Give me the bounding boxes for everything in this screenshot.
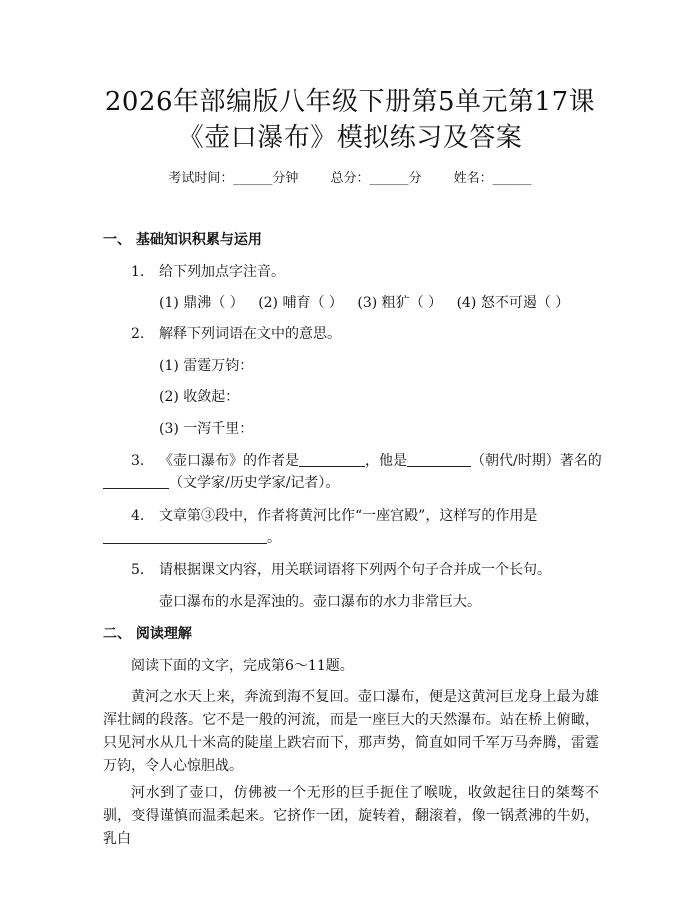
q4-answer-blank[interactable] <box>103 529 267 544</box>
q3-author-blank[interactable] <box>299 452 365 467</box>
section-heading-reading: 二、 阅读理解 <box>103 626 192 642</box>
question-number-1: 1. <box>131 264 145 280</box>
exam-info <box>0 170 700 188</box>
q1-item-1: (1) 鼎沸（ ） <box>159 295 244 311</box>
q2-item-2: (2) 收敛起： <box>159 389 240 405</box>
reading-intro: 阅读下面的文字，完成第6～11题。 <box>131 658 354 674</box>
question-4-answer-line <box>103 528 281 548</box>
student-name-field: 姓名：______ <box>453 171 532 186</box>
question-5-text: 请根据课文内容，用关联词语将下列两个句子合并成一个长句。 <box>159 562 551 578</box>
reading-paragraph-1: 黄河之水天上来，奔流到海不复回。壶口瀑布，便是这黄河巨龙身上最为雄浑壮阔的段落。它不是一般的河流，而是一座巨大的天然瀑布。站在桥上俯瞰，只见河水从几十米高的陡崖上跌宕而下，那声势，简直如同千军万马奔腾，雷霆万钧，令人心惊胆战。 <box>103 689 599 774</box>
question-number-3: 3. <box>131 453 145 469</box>
q3-part-c: （朝代/时期）著名的 <box>471 453 602 469</box>
question-3-line2 <box>103 473 339 493</box>
q2-item-1: (1) 雷霆万钧： <box>159 358 254 374</box>
q3-era-blank[interactable] <box>407 452 471 467</box>
document-title-line1: 2026年部编版八年级下册第5单元第17课 <box>104 87 596 117</box>
question-4-text: 文章第③段中，作者将黄河比作“一座宫殿”，这样写的作用是 <box>159 508 538 524</box>
question-1-items <box>159 293 579 313</box>
question-3-line1 <box>159 451 602 471</box>
question-number-4: 4. <box>131 508 145 524</box>
q1-item-4: (4) 怒不可遏（ ） <box>456 295 570 311</box>
section-heading-basics: 一、 基础知识积累与运用 <box>103 232 262 248</box>
question-2-text: 解释下列词语在文中的意思。 <box>159 326 341 342</box>
q3-identity-blank[interactable] <box>103 474 169 489</box>
reading-paragraph-2: 河水到了壶口，仿佛被一个无形的巨手扼住了喉咙，收敛起往日的桀骜不驯，变得谨慎而温柔起来。它挤作一团，旋转着，翻滚着，像一锅煮沸的牛奶，乳白 <box>103 785 599 847</box>
document-title-line2: 《壶口瀑布》模拟练习及答案 <box>177 123 523 153</box>
question-number-2: 2. <box>131 326 145 342</box>
question-1-text: 给下列加点字注音。 <box>159 264 285 280</box>
total-score-field: 总分：______分 <box>330 171 422 186</box>
q1-item-2: (2) 哺育（ ） <box>258 295 343 311</box>
q1-item-3: (3) 粗犷（ ） <box>357 295 443 311</box>
exam-time-field: 考试时间：______分钟 <box>168 171 299 186</box>
q2-item-3: (3) 一泻千里： <box>159 421 254 437</box>
question-5-sentences: 壶口瀑布的水是浑浊的。壶口瀑布的水力非常巨大。 <box>159 594 481 610</box>
q3-part-b: ，他是 <box>365 453 407 469</box>
q4-end: 。 <box>267 530 281 546</box>
q3-part-a: 《壶口瀑布》的作者是 <box>159 453 299 469</box>
q3-part-d: （文学家/历史学家/记者）。 <box>169 475 340 491</box>
question-number-5: 5. <box>131 562 145 578</box>
